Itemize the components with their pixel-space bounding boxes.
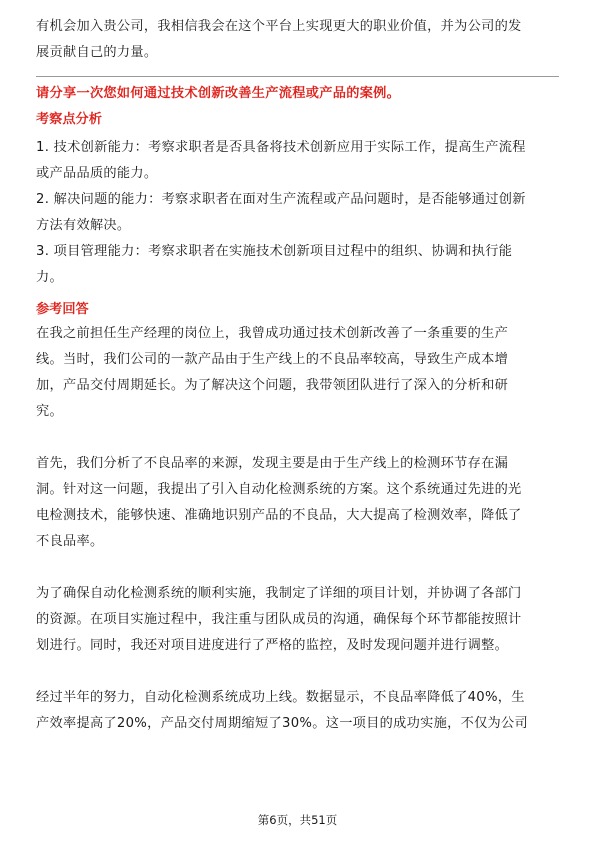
analysis-point: 或产品品质的能力。: [36, 166, 158, 181]
analysis-point: 方法有效解决。: [36, 218, 131, 233]
intro-line: 展贡献自己的力量。: [36, 45, 158, 60]
analysis-point: 2. 解决问题的能力：考察求职者在面对生产流程或产品问题时，是否能够通过创新: [36, 192, 526, 207]
answer-line: 产效率提高了20%，产品交付周期缩短了30%。这一项目的成功实施，不仅为公司: [36, 716, 529, 731]
analysis-point: 1. 技术创新能力：考察求职者是否具备将技术创新应用于实际工作，提高生产流程: [36, 140, 526, 155]
answer-line: 为了确保自动化检测系统的顺利实施，我制定了详细的项目计划，并协调了各部门: [36, 586, 522, 601]
answer-line: 加，产品交付周期延长。为了解决这个问题，我带领团队进行了深入的分析和研: [36, 378, 509, 393]
question-title: 请分享一次您如何通过技术创新改善生产流程或产品的案例。: [36, 86, 401, 101]
answer-line: 究。: [36, 404, 63, 419]
answer-line: 线。当时，我们公司的一款产品由于生产线上的不良品率较高，导致生产成本增: [36, 352, 509, 367]
answer-line: 在我之前担任生产经理的岗位上，我曾成功通过技术创新改善了一条重要的生产: [36, 326, 509, 341]
analysis-point: 力。: [36, 270, 63, 285]
analysis-heading: 考察点分析: [36, 112, 102, 127]
answer-heading: 参考回答: [36, 302, 89, 317]
intro-line: 有机会加入贵公司，我相信我会在这个平台上实现更大的职业价值，并为公司的发: [36, 19, 522, 34]
page-number: 第6页，共51页: [257, 813, 338, 827]
analysis-point: 3. 项目管理能力：考察求职者在实施技术创新项目过程中的组织、协调和执行能: [36, 244, 513, 259]
section-divider: [36, 76, 559, 77]
answer-line: 首先，我们分析了不良品率的来源，发现主要是由于生产线上的检测环节存在漏: [36, 456, 509, 471]
answer-line: 的资源。在项目实施过程中，我注重与团队成员的沟通，确保每个环节都能按照计: [36, 612, 522, 627]
answer-line: 经过半年的努力，自动化检测系统成功上线。数据显示，不良品率降低了40%，生: [36, 690, 525, 705]
answer-line: 洞。针对这一问题，我提出了引入自动化检测系统的方案。这个系统通过先进的光: [36, 482, 522, 497]
answer-line: 不良品率。: [36, 534, 104, 549]
answer-line: 划进行。同时，我还对项目进度进行了严格的监控，及时发现问题并进行调整。: [36, 638, 509, 653]
document-page: [36, 14, 559, 737]
answer-line: 电检测技术，能够快速、准确地识别产品的不良品，大大提高了检测效率，降低了: [36, 508, 522, 523]
